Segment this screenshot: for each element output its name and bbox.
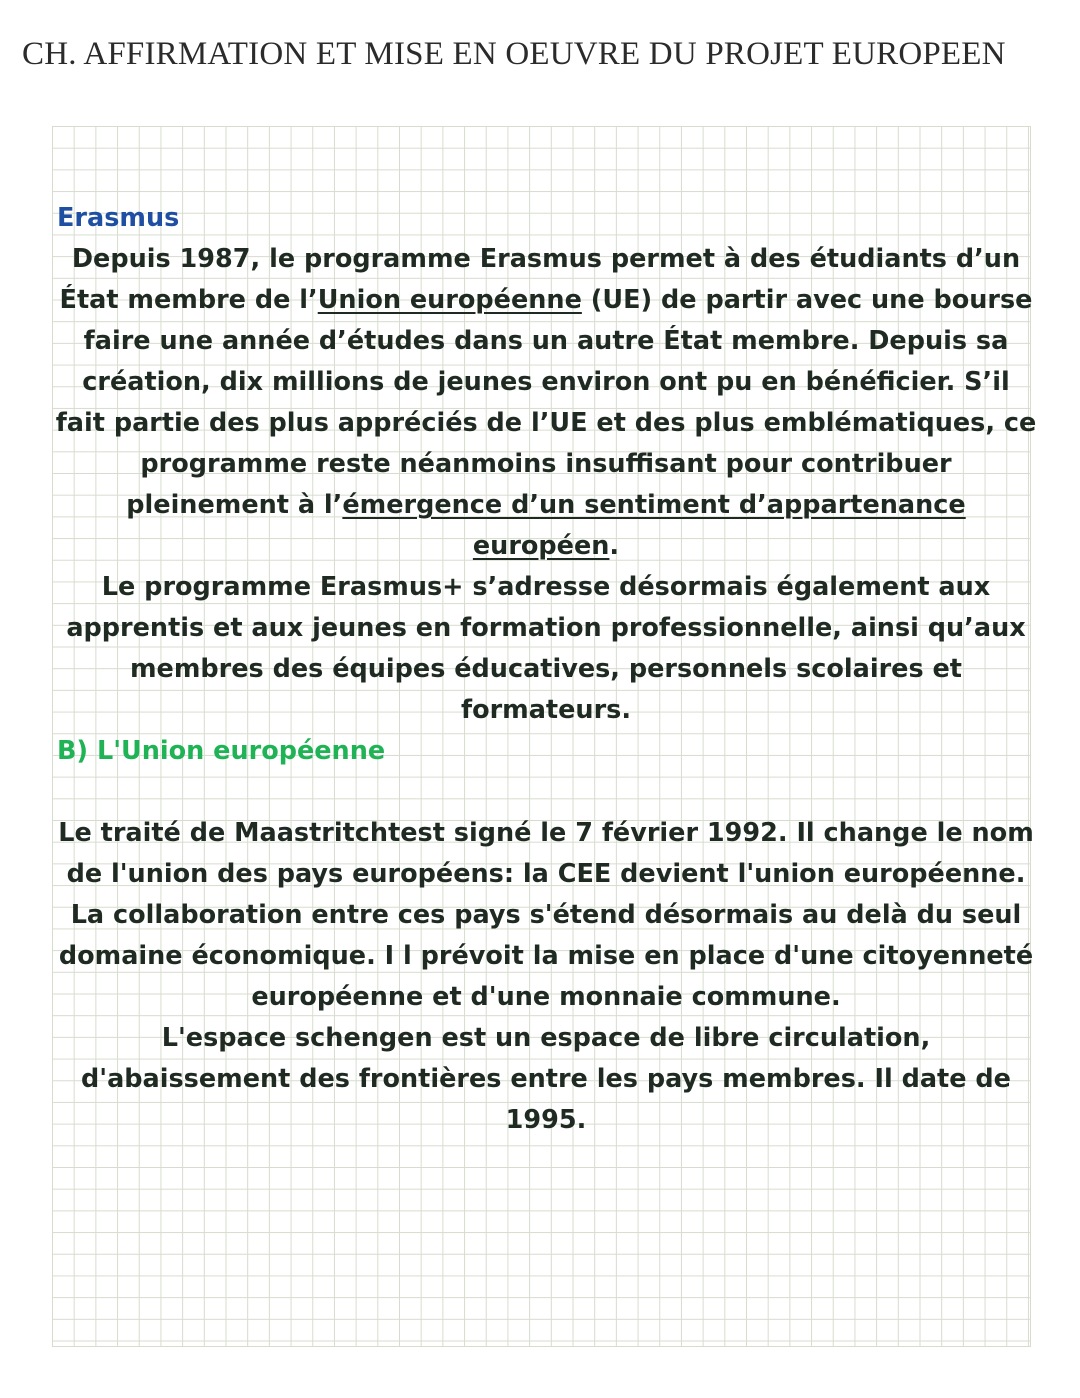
section-heading-erasmus: Erasmus bbox=[57, 203, 180, 233]
underlined-term-union-europeenne: Union européenne bbox=[317, 285, 582, 315]
page-title: CH. AFFIRMATION ET MISE EN OEUVRE DU PROJET EUROPEEN bbox=[22, 36, 1006, 72]
erasmus-p1-text-start: Depuis 1987, le programme Erasmus permet à des étudiants d’un État membre de l’ bbox=[59, 244, 1021, 315]
ue-paragraph-2: L'espace schengen est un espace de libre circulation, d'abaissement des frontières entre les pays membres. Il date de 1995. bbox=[81, 1023, 1011, 1135]
blank-line bbox=[55, 772, 1037, 813]
section-heading-union-europeenne: B) L'Union européenne bbox=[57, 736, 386, 766]
erasmus-paragraph-1 bbox=[55, 239, 1037, 567]
note-content bbox=[55, 198, 1037, 1141]
ue-paragraph-1: Le traité de Maastritchtest signé le 7 février 1992. Il change le nom de l'union des pays européens: la CEE devient l'union européenne. La collaboration entre ces pays s'étend désormais au delà du seul domaine économique. I l prévoit la mise en place d'une citoyenneté européenne et d'une monnaie commune. bbox=[58, 818, 1034, 1012]
erasmus-p1-text-end: . bbox=[609, 531, 620, 561]
underlined-term-sentiment-appartenance: émergence d’un sentiment d’appartenance européen bbox=[342, 490, 966, 561]
erasmus-p1-text-middle: (UE) de partir avec une bourse faire une année d’études dans un autre État membre. Depuis sa création, dix millions de jeunes environ ont pu en bénéficier. S’il fait partie des plus appréciés de l’UE et des plus emblématiques, ce programme reste néanmoins insuffisant pour contribuer pleinement à l’ bbox=[55, 285, 1037, 520]
erasmus-paragraph-2: Le programme Erasmus+ s’adresse désormais également aux apprentis et aux jeunes en formation professionnelle, ainsi qu’aux membres des équipes éducatives, personnels scolaires et formateurs. bbox=[66, 572, 1026, 725]
